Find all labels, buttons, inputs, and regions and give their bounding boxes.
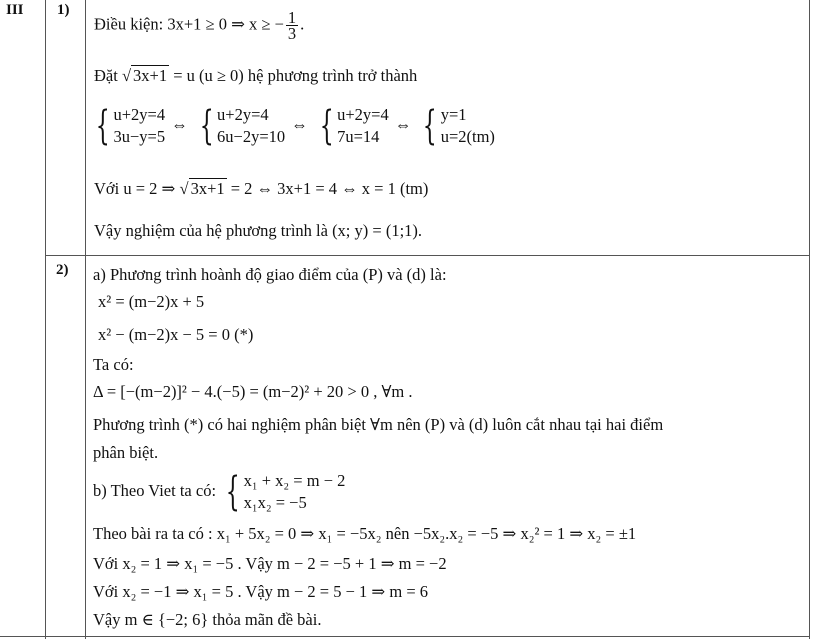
- substitution-line: Đặt √ 3x+1 = u (u ≥ 0) hệ phương trình trở thành: [94, 66, 418, 85]
- condition-label: Điều kiện:: [94, 14, 164, 34]
- final-line: Vậy m ∈ {−2; 6} thỏa mãn đề bài.: [93, 610, 322, 629]
- condition-line: [94, 10, 304, 41]
- equation-1: x² = (m−2)x + 5: [98, 292, 205, 311]
- sys2-row1: u+2y=4: [217, 105, 269, 124]
- viet-row1: x₁ + x₂ = m − 2: [243, 471, 346, 490]
- system-4: { y=1 u=2(tm): [422, 103, 495, 149]
- equation-2: x² − (m−2)x − 5 = 0 (*): [98, 325, 254, 344]
- subst-rest: = u (u ≥ 0) hệ phương trình trở thành: [173, 66, 418, 85]
- viet-system: { x₁ + x₂ = m − 2 x₁x₂ = −5: [225, 469, 346, 515]
- part1-number: 1): [57, 2, 70, 18]
- sys4-row1: y=1: [440, 105, 467, 124]
- sys1-row2: 3u−y=5: [113, 127, 166, 146]
- distinct-line-2: phân biệt.: [93, 443, 159, 462]
- with-expr1: u = 2 ⇒: [123, 179, 176, 198]
- part2-a-intro: a) Phương trình hoành độ giao điểm của (P) và (d) là:: [93, 265, 447, 284]
- column-divider-2: [85, 0, 86, 639]
- distinct-line-1: Phương trình (*) có hai nghiệm phân biệt ∀m nên (P) và (d) luôn cắt nhau tại hai điểm: [93, 415, 664, 434]
- part1-conclusion: Vậy nghiệm của hệ phương trình là (x; y) = (1;1).: [94, 221, 423, 240]
- subst-prefix: Đặt: [94, 66, 118, 85]
- taco-label: Ta có:: [93, 355, 134, 374]
- sys3-row2: 7u=14: [337, 127, 380, 146]
- sys1-row1: u+2y=4: [113, 105, 166, 124]
- bottom-border: [0, 636, 810, 637]
- system-chain: { u+2y=4 3u−y=5 ⇔ { u+2y=4 6u−2y=10 ⇔ { u+2y=4 7u=14 ⇔ { y=1 u=2(tm): [90, 104, 495, 148]
- system-1: { u+2y=4 3u−y=5: [95, 103, 166, 149]
- sys2-row2: 6u−2y=10: [217, 127, 286, 146]
- theo-line: Theo bài ra ta có : x₁ + 5x₂ = 0 ⇒ x₁ = −5x₂ nên −5x₂.x₂ = −5 ⇒ x₂² = 1 ⇒ x₂ = ±1: [93, 524, 637, 543]
- with-line: Với u = 2 ⇒ √ 3x+1 = 2 ⇔ 3x+1 = 4 ⇔ x = 1 (tm): [94, 179, 429, 198]
- system-3: { u+2y=4 7u=14: [319, 103, 389, 149]
- sys3-row1: u+2y=4: [337, 105, 389, 124]
- case-2-line: Với x₂ = −1 ⇒ x₁ = 5 . Vậy m − 2 = 5 − 1 ⇒ m = 6: [93, 582, 429, 601]
- row-divider: [45, 255, 810, 256]
- sys4-row2: u=2(tm): [440, 127, 495, 146]
- part2-number: 2): [56, 262, 69, 278]
- condition-expr: 3x+1 ≥ 0 ⇒ x ≥ −: [167, 14, 284, 34]
- fraction-denominator: 3: [287, 24, 297, 43]
- column-divider-1: [45, 0, 46, 639]
- viet-row2: x₁x₂ = −5: [243, 493, 307, 512]
- delta-line: Δ = [−(m−2)]² − 4.(−5) = (m−2)² + 20 > 0 , ∀m .: [93, 382, 413, 401]
- subst-sqrt: 3x+1: [133, 66, 168, 85]
- condition-end: .: [300, 14, 305, 34]
- section-label: III: [6, 2, 24, 18]
- fraction-numerator: 1: [287, 8, 297, 27]
- viet-line: [93, 470, 345, 514]
- with-sqrt: 3x+1: [190, 179, 225, 198]
- b-intro: b) Theo Viet ta có:: [93, 480, 217, 500]
- right-border: [809, 0, 810, 639]
- case-1-line: Với x₂ = 1 ⇒ x₁ = −5 . Vậy m − 2 = −5 + 1 ⇒ m = −2: [93, 554, 447, 573]
- condition-fraction: [286, 10, 298, 41]
- with-expr2: = 2 ⇔ 3x+1 = 4 ⇔ x = 1 (tm): [230, 179, 429, 198]
- with-prefix: Với: [94, 179, 120, 198]
- system-2: { u+2y=4 6u−2y=10: [199, 103, 286, 149]
